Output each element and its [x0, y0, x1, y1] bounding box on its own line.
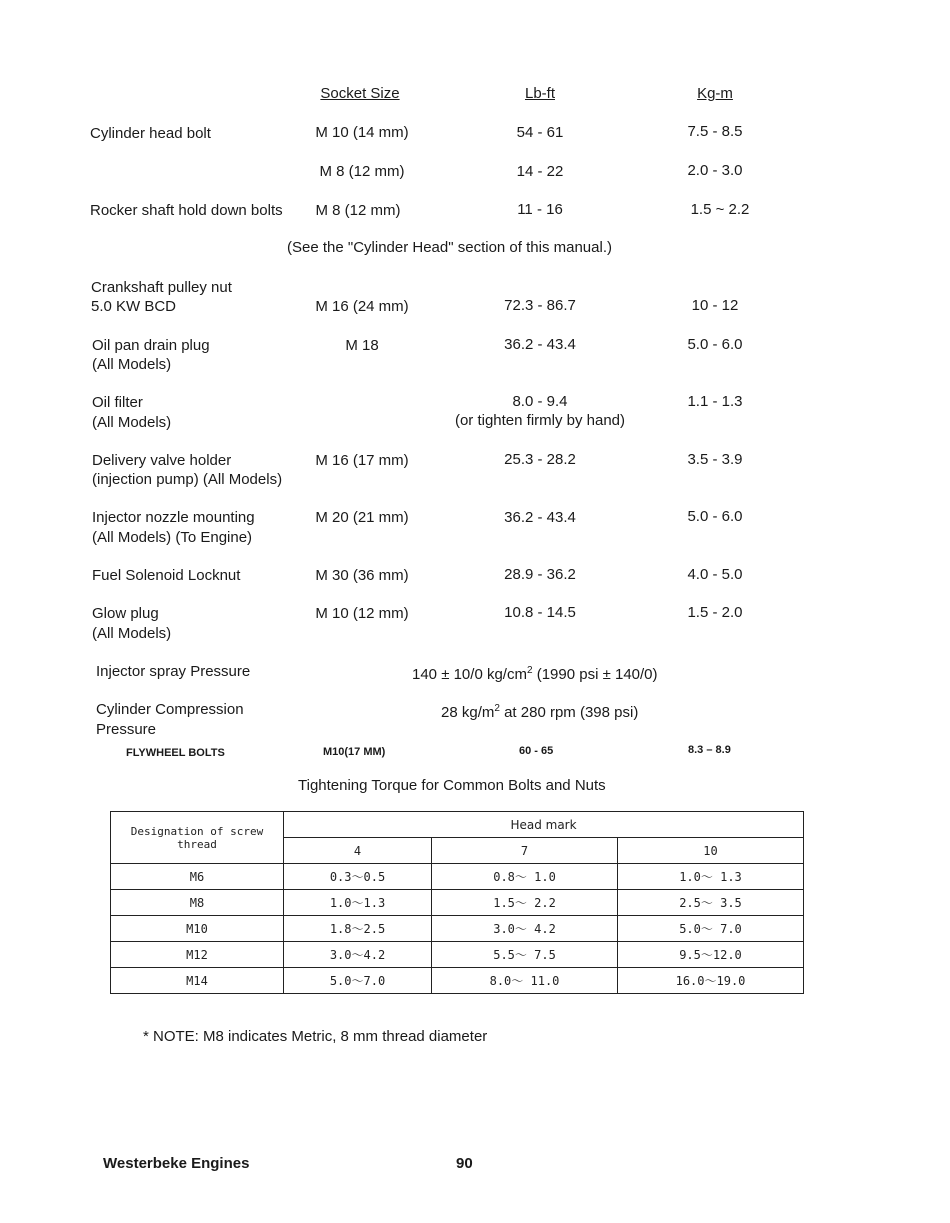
spec-lbft: 10.8 - 14.5 — [504, 604, 576, 621]
header-socket-size: Socket Size — [320, 85, 400, 102]
spec-lbft: 28.9 - 36.2 — [504, 566, 576, 583]
thread-cell: M10 — [111, 916, 284, 942]
value-cell: 0.8〜 1.0 — [432, 864, 618, 890]
spec-kgm: 3.5 - 3.9 — [687, 451, 743, 468]
spec-name: Glow plug — [92, 605, 159, 622]
spec-socket: M 20 (21 mm) — [315, 509, 409, 526]
header-lb-ft: Lb-ft — [524, 85, 555, 102]
spec-kgm: 5.0 - 6.0 — [687, 336, 743, 353]
value-cell: 0.3〜0.5 — [284, 864, 432, 890]
value-cell: 16.0〜19.0 — [618, 968, 804, 994]
value-cell: 8.0〜 11.0 — [432, 968, 618, 994]
spec-name: Delivery valve holder — [92, 452, 232, 469]
spec-name-sub: (injection pump) (All Models) — [92, 471, 283, 488]
thread-cell: M12 — [111, 942, 284, 968]
spec-name-sub: (All Models) — [92, 414, 172, 431]
value-cell: 3.0〜4.2 — [284, 942, 432, 968]
head-mark-4: 4 — [284, 838, 432, 864]
spec-name: Crankshaft pulley nut — [91, 279, 232, 296]
thread-cell: M14 — [111, 968, 284, 994]
flywheel-name: FLYWHEEL BOLTS — [126, 747, 225, 759]
designation-header: Designation of screw thread — [111, 812, 284, 864]
spec-lbft: 14 - 22 — [516, 163, 564, 180]
spec-name: Rocker shaft hold down bolts — [90, 202, 283, 219]
torque-table — [110, 811, 804, 994]
spec-socket: M 16 (24 mm) — [315, 298, 409, 315]
injector-spray-value: 140 ± 10/0 $kg/cm^2$ (1990 psi ± 140/0) — [412, 665, 658, 683]
spec-lbft: 8.0 - 9.4 — [512, 393, 568, 410]
compression-label-sub: Pressure — [96, 721, 157, 738]
page-number: 90 — [456, 1155, 473, 1172]
metric-note: * NOTE: M8 indicates Metric, 8 mm thread diameter — [143, 1028, 488, 1045]
spec-lbft: 36.2 - 43.4 — [504, 336, 576, 353]
spec-socket: M 16 (17 mm) — [315, 452, 409, 469]
table-row — [111, 968, 804, 994]
spec-socket: M 10 (12 mm) — [315, 605, 409, 622]
head-mark-10: 10 — [618, 838, 804, 864]
table-row — [111, 942, 804, 968]
value-cell: 1.0〜1.3 — [284, 890, 432, 916]
spec-name: Oil pan drain plug — [92, 337, 210, 354]
table-row — [111, 864, 804, 890]
spec-socket: M 8 (12 mm) — [319, 163, 405, 180]
header-kg-m: Kg-m — [697, 85, 733, 102]
compression-value: 28 $kg/m^2$ at 280 rpm (398 psi) — [441, 703, 639, 721]
value-cell: 3.0〜 4.2 — [432, 916, 618, 942]
spec-lbft: 11 - 16 — [517, 201, 563, 218]
spec-lbft: 25.3 - 28.2 — [504, 451, 576, 468]
table-row — [111, 890, 804, 916]
table-row — [111, 916, 804, 942]
value-cell: 1.0〜 1.3 — [618, 864, 804, 890]
spec-kgm: 1.5 ~ 2.2 — [690, 201, 750, 218]
spec-kgm: 1.1 - 1.3 — [687, 393, 743, 410]
thread-cell: M8 — [111, 890, 284, 916]
value-cell: 1.5〜 2.2 — [432, 890, 618, 916]
spec-kgm: 7.5 - 8.5 — [687, 123, 743, 140]
spec-lbft: 72.3 - 86.7 — [504, 297, 576, 314]
spec-kgm: 10 - 12 — [691, 297, 739, 314]
compression-label: Cylinder Compression — [96, 701, 244, 718]
spec-name-sub: (All Models) — [92, 625, 172, 642]
flywheel-socket: M10(17 MM) — [323, 746, 386, 758]
value-cell: 9.5〜12.0 — [618, 942, 804, 968]
spec-kgm: 4.0 - 5.0 — [687, 566, 743, 583]
spec-socket: M 18 — [345, 337, 379, 354]
spec-name: Injector nozzle mounting — [92, 509, 255, 526]
spec-kgm: 2.0 - 3.0 — [687, 162, 743, 179]
footer-company: Westerbeke Engines — [103, 1155, 250, 1172]
see-cylinder-head-note: (See the "Cylinder Head" section of this manual.) — [287, 239, 612, 256]
spec-lbft-note: (or tighten firmly by hand) — [454, 412, 626, 429]
value-cell: 5.5〜 7.5 — [432, 942, 618, 968]
spec-socket: M 8 (12 mm) — [315, 202, 401, 219]
spec-name: Cylinder head bolt — [90, 125, 211, 142]
flywheel-lbft: 60 - 65 — [519, 745, 554, 757]
spec-socket: M 30 (36 mm) — [315, 567, 409, 584]
injector-spray-label: Injector spray Pressure — [96, 663, 251, 680]
spec-name: Fuel Solenoid Locknut — [92, 567, 241, 584]
value-cell: 5.0〜7.0 — [284, 968, 432, 994]
thread-cell: M6 — [111, 864, 284, 890]
head-mark-header: Head mark — [284, 812, 804, 838]
spec-socket: M 10 (14 mm) — [315, 124, 409, 141]
spec-name-sub: 5.0 KW BCD — [91, 298, 177, 315]
head-mark-7: 7 — [432, 838, 618, 864]
spec-lbft: 36.2 - 43.4 — [504, 509, 576, 526]
flywheel-kgm: 8.3 – 8.9 — [688, 744, 731, 756]
value-cell: 1.8〜2.5 — [284, 916, 432, 942]
spec-name: Oil filter — [92, 394, 143, 411]
value-cell: 2.5〜 3.5 — [618, 890, 804, 916]
spec-name-sub: (All Models) (To Engine) — [92, 529, 253, 546]
spec-kgm: 5.0 - 6.0 — [687, 508, 743, 525]
value-cell: 5.0〜 7.0 — [618, 916, 804, 942]
spec-name-sub: (All Models) — [92, 356, 172, 373]
torque-table-title: Tightening Torque for Common Bolts and Nuts — [298, 777, 606, 794]
spec-kgm: 1.5 - 2.0 — [687, 604, 743, 621]
spec-lbft: 54 - 61 — [516, 124, 564, 141]
